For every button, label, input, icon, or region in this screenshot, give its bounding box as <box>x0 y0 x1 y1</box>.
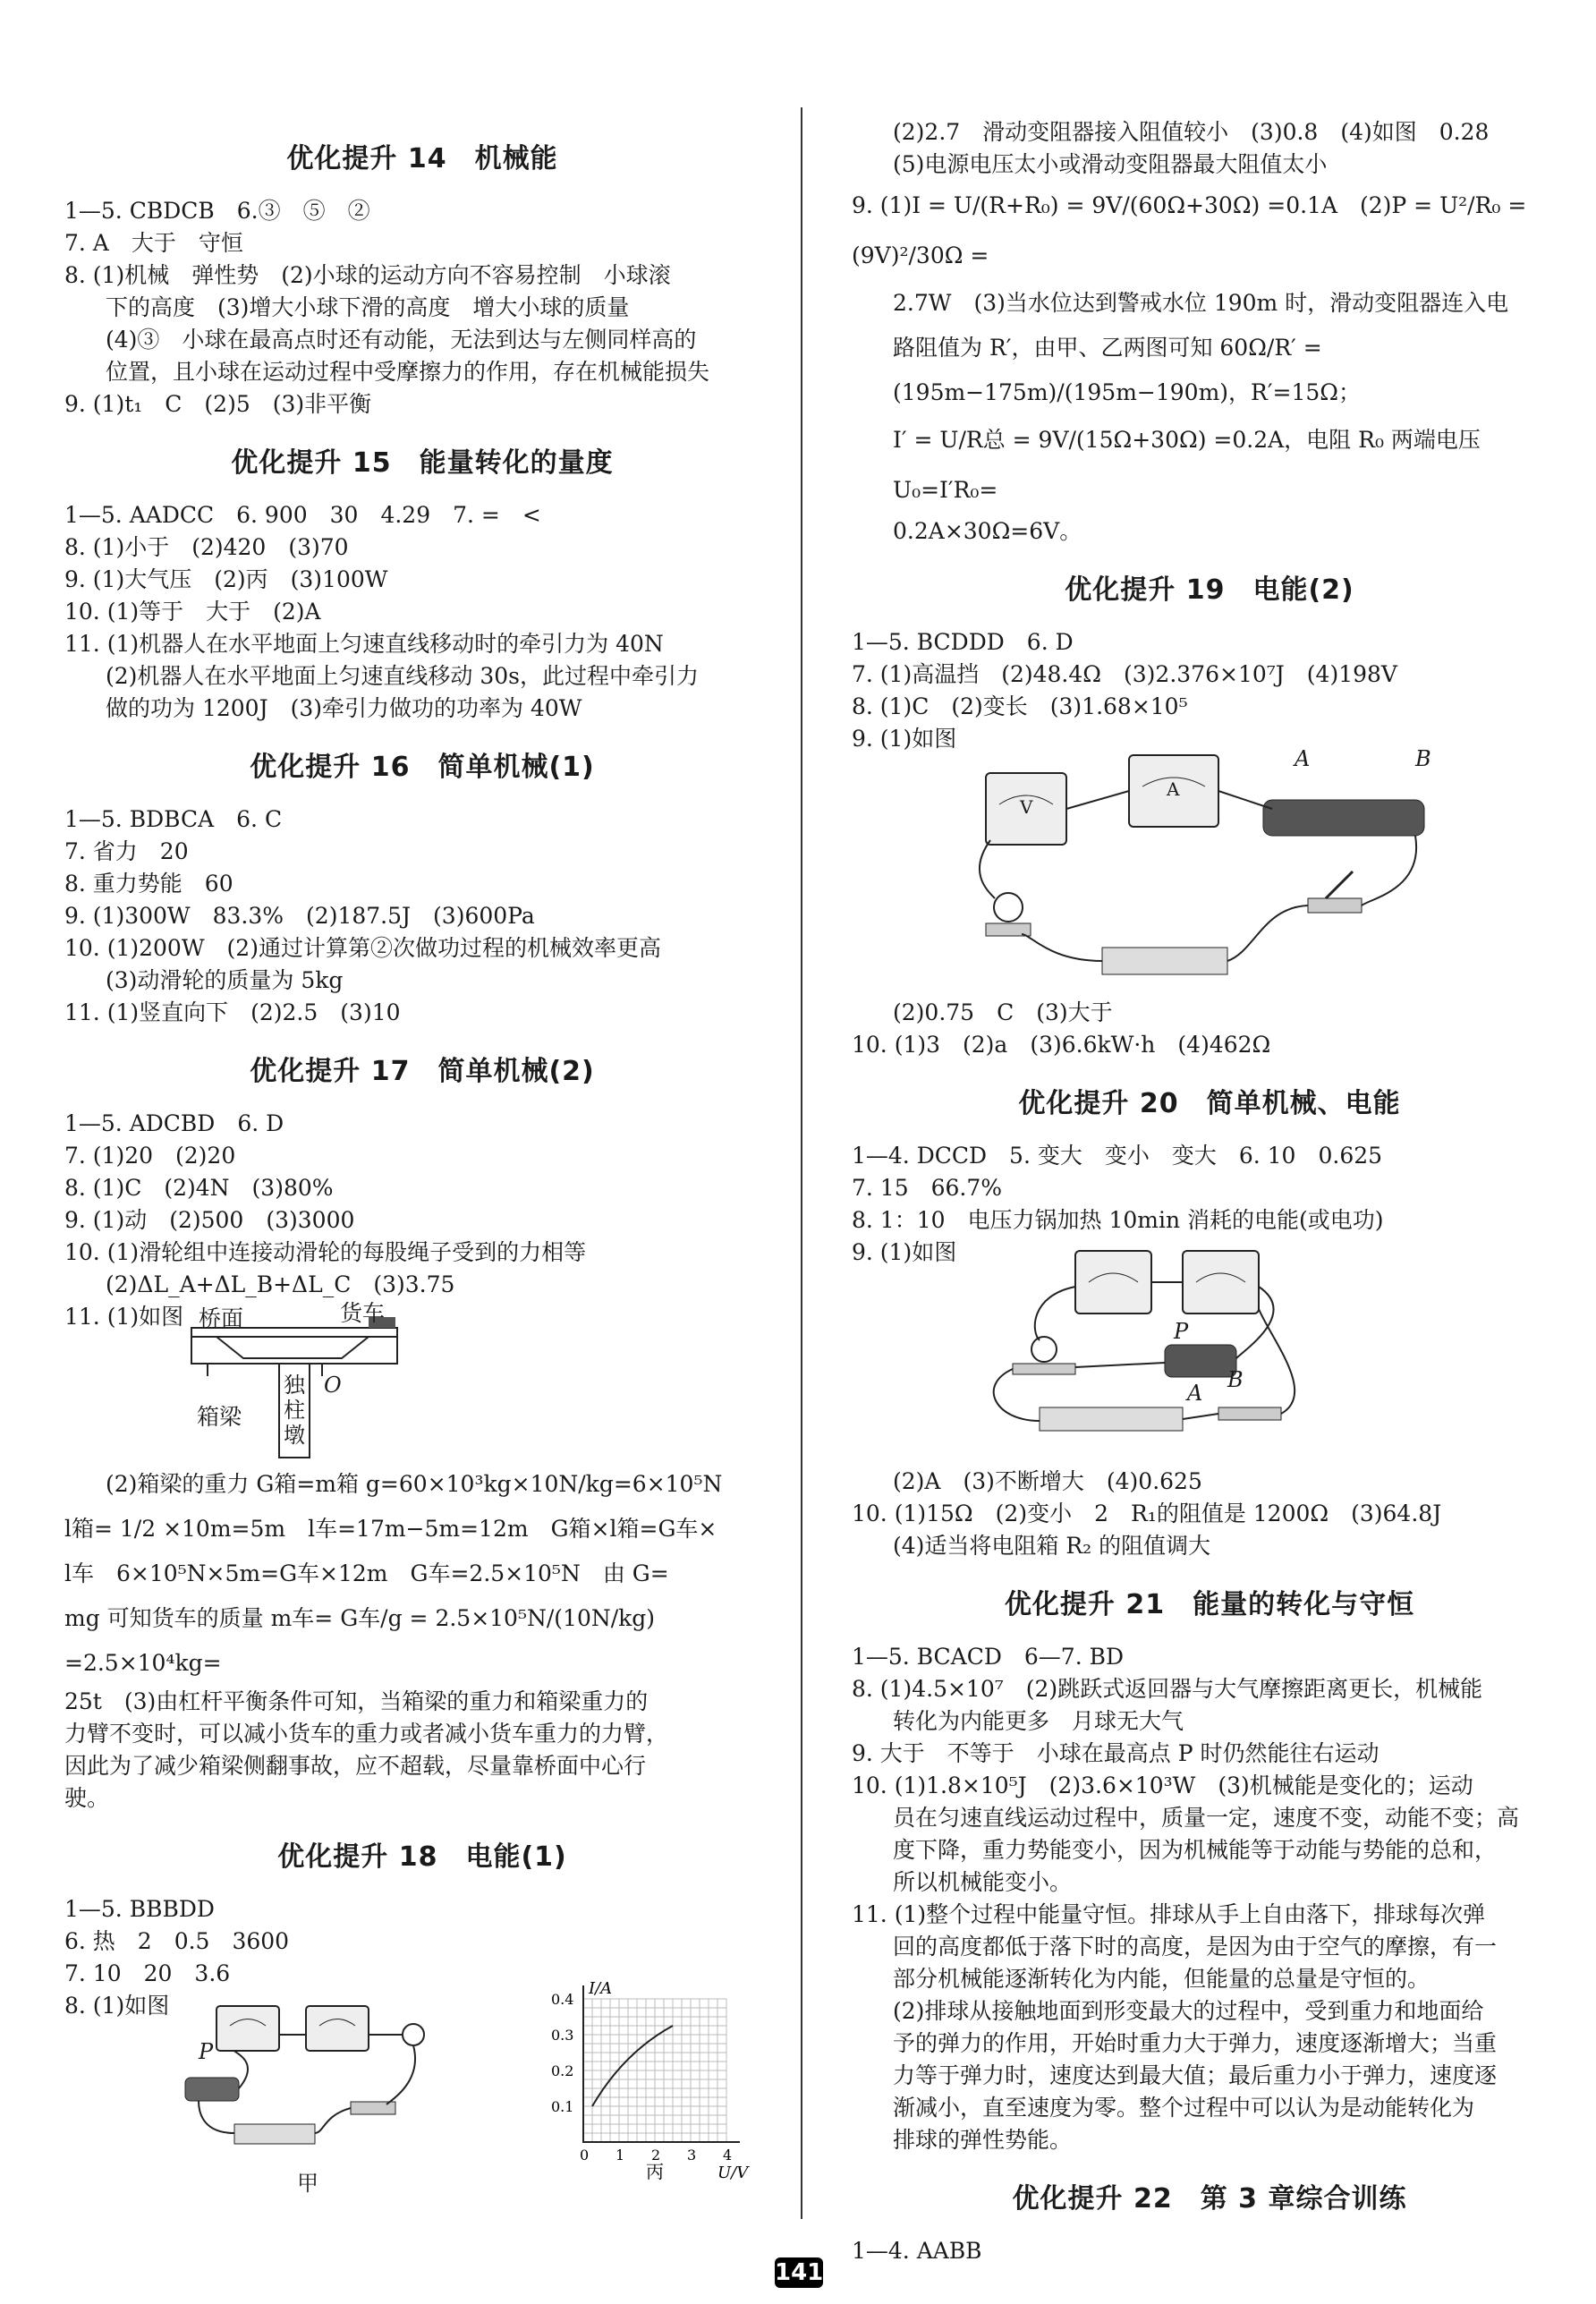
fig-label-a: A <box>1295 746 1311 771</box>
x-tick-label: 2 <box>651 2147 661 2164</box>
answer-line: 11. (1)机器人在水平地面上匀速直线移动时的牵引力为 40N <box>64 631 664 657</box>
answer-line: (2)2.7 滑动变阻器接入阻值较小 (3)0.8 (4)如图 0.28 <box>893 119 1490 145</box>
answer-line: 做的功为 1200J (3)牵引力做功的功率为 40W <box>106 695 582 721</box>
answer-line: 1—4. AABB <box>852 2238 982 2264</box>
y-tick-label: 0.4 <box>551 1991 574 2008</box>
answer-line: 11. (1)如图 <box>64 1304 184 1330</box>
answer-line: 7. 15 66.7% <box>852 1175 1003 1201</box>
answer-line: 8. (1)C (2)变长 (3)1.68×10⁵ <box>852 693 1188 719</box>
answer-line: 8. 重力势能 60 <box>64 871 233 897</box>
answer-line: 位置，且小球在运动过程中受摩擦力的作用，存在机械能损失 <box>106 359 710 385</box>
answer-line: (2)A (3)不断增大 (4)0.625 <box>893 1468 1202 1494</box>
circuit-figure-block-19 <box>852 746 1567 997</box>
answer-line: 10. (1)15Ω (2)变小 2 R₁的阻值是 1200Ω (3)64.8J <box>852 1501 1442 1526</box>
answer-line: 员在匀速直线运动过程中，质量一定，速度不变，动能不变；高 <box>893 1805 1520 1831</box>
answer-line: 9. (1)t₁ C (2)5 (3)非平衡 <box>64 391 372 417</box>
section-title-20: 优化提升 20 简单机械、电能 <box>1018 1088 1401 1119</box>
fig-label-b: B <box>1227 1367 1244 1392</box>
circuit-figure-block-18 <box>64 1979 780 2196</box>
answer-line: (2)0.75 C (3)大于 <box>893 999 1113 1025</box>
y-tick-label: 0.2 <box>551 2062 574 2079</box>
answer-line: 路阻值为 R′，由甲、乙两图可知 60Ω/R′ = (195m−175m)/(195m−190m)，R′=15Ω； <box>893 335 1362 405</box>
fig-label-o: O <box>324 1373 342 1398</box>
iu-curve <box>592 2026 673 2106</box>
grid <box>583 1999 726 2142</box>
section-title-17: 优化提升 17 简单机械(2) <box>250 1056 595 1087</box>
answer-line: 8. (1)如图 <box>64 1993 170 2019</box>
answer-line: 10. (1)3 (2)a (3)6.6kW·h (4)462Ω <box>852 1032 1271 1058</box>
answer-line: 8. (1)C (2)4N (3)80% <box>64 1175 334 1201</box>
x-tick-label: 3 <box>687 2147 697 2164</box>
column-divider <box>801 107 802 2219</box>
answer-line: (5)电源电压太小或滑动变阻器最大阻值太小 <box>893 151 1328 177</box>
answer-line: (2)箱梁的重力 G箱=m箱 g=60×10³kg×10N/kg=6×10⁵N <box>106 1471 723 1497</box>
answer-line: 7. A 大于 守恒 <box>64 230 243 256</box>
page-number: 141 <box>775 2259 824 2286</box>
fig-label-jia: 甲 <box>297 2171 318 2196</box>
answer-line: 11. (1)竖直向下 (2)2.5 (3)10 <box>64 999 401 1025</box>
answer-line: 1—5. BBBDD <box>64 1896 215 1922</box>
circuit-figure-block-20 <box>852 1269 1567 1466</box>
answer-line: 9. (1)300W 83.3% (2)187.5J (3)600Pa <box>64 903 535 929</box>
answer-line: 回的高度都低于落下时的高度，是因为由于空气的摩擦，有一 <box>893 1934 1498 1960</box>
fig-label-beam: 箱梁 <box>197 1404 242 1430</box>
answer-line: 度下降，重力势能变小，因为机械能等于动能与势能的总和， <box>893 1837 1498 1863</box>
answer-line: I′ = U/R总 = 9V/(15Ω+30Ω) =0.2A，电阻 R₀ 两端电压 U₀=I′R₀= <box>893 427 1488 503</box>
answer-line: l箱= 1/2 ×10m=5m l车=17m−5m=12m G箱×l箱=G车× <box>64 1516 717 1542</box>
fig-label-truck: 货车 <box>340 1300 386 1326</box>
fig-label-a: A <box>1187 1381 1203 1406</box>
answer-line: 转化为内能更多 月球无大气 <box>893 1708 1184 1734</box>
answer-line: 予的弹力的作用，开始时重力大于弹力，速度逐渐增大；当重 <box>893 2030 1498 2056</box>
answer-line: 1—5. AADCC 6. 900 30 4.29 7. = < <box>64 502 541 528</box>
answer-line: mg 可知货车的质量 m车= G车/g = 2.5×10⁵N/(10N/kg) =2.5×10⁴kg= <box>64 1605 663 1676</box>
section-title-14: 优化提升 14 机械能 <box>286 143 558 174</box>
fig-label-voltmeter: V <box>1020 796 1033 818</box>
answer-line: 排球的弹性势能。 <box>893 2127 1073 2153</box>
answer-line: (3)动滑轮的质量为 5kg <box>106 967 344 993</box>
answer-line: 7. (1)高温挡 (2)48.4Ω (3)2.376×10⁷J (4)198V <box>852 661 1397 687</box>
answer-line: 10. (1)滑轮组中连接动滑轮的每股绳子受到的力相等 <box>64 1239 587 1265</box>
circuit-diagram-19 <box>968 755 1469 988</box>
answer-line: 1—4. DCCD 5. 变大 变小 变大 6. 10 0.625 <box>852 1143 1383 1169</box>
answer-line: 9. (1)如图 <box>852 1239 957 1265</box>
answer-line: 驶。 <box>64 1785 110 1811</box>
answer-line: 7. 省力 20 <box>64 838 189 864</box>
answer-line: 9. (1)大气压 (2)丙 (3)100W <box>64 566 388 592</box>
answer-line: 10. (1)200W (2)通过计算第②次做功过程的机械效率更高 <box>64 935 661 961</box>
fig-label-bridge: 桥面 <box>199 1305 244 1331</box>
fig-label-ammeter: A <box>1167 778 1180 800</box>
x-tick-label: 1 <box>615 2147 625 2164</box>
answer-line: 1—5. BCACD 6—7. BD <box>852 1644 1125 1670</box>
section-title-22: 优化提升 22 第 3 章综合训练 <box>1012 2183 1407 2215</box>
answer-line: 2.7W (3)当水位达到警戒水位 190m 时，滑动变阻器连入电 <box>893 290 1509 316</box>
answer-line: 0.2A×30Ω=6V。 <box>893 518 1082 544</box>
y-tick-label: 0.1 <box>551 2098 574 2115</box>
answer-line: 25t (3)由杠杆平衡条件可知，当箱梁的重力和箱梁重力的 <box>64 1688 649 1714</box>
answer-line: 8. 1：10 电压力锅加热 10min 消耗的电能(或电功) <box>852 1207 1384 1233</box>
answer-line: 8. (1)机械 弹性势 (2)小球的运动方向不容易控制 小球滚 <box>64 262 671 288</box>
x-axis-label: U/V <box>717 2164 749 2182</box>
answer-line: 力等于弹力时，速度达到最大值；最后重力小于弹力，速度逐 <box>893 2062 1498 2088</box>
answer-line: 力臂不变时，可以减小货车的重力或者减小货车重力的力臂， <box>64 1721 669 1747</box>
answer-line: (4)适当将电阻箱 R₂ 的阻值调大 <box>893 1533 1211 1559</box>
answer-line: 1—5. BDBCA 6. C <box>64 806 283 832</box>
answer-line: 所以机械能变小。 <box>893 1869 1073 1895</box>
x-tick-label: 4 <box>723 2147 733 2164</box>
answer-line: 1—5. ADCBD 6. D <box>64 1110 284 1136</box>
answer-line: 9. 大于 不等于 小球在最高点 P 时仍然能往右运动 <box>852 1740 1380 1766</box>
answer-line: 8. (1)小于 (2)420 (3)70 <box>64 534 349 560</box>
bridge-figure-block <box>64 1301 780 1462</box>
answer-line: 9. (1)如图 <box>852 726 957 752</box>
iu-graph-bing <box>548 1979 749 2182</box>
answer-line: 10. (1)等于 大于 (2)A <box>64 599 321 625</box>
answer-line: 部分机械能逐渐转化为内能，但能量的总量是守恒的。 <box>893 1966 1430 1992</box>
left-column <box>64 116 780 2196</box>
answer-line: 8. (1)4.5×10⁷ (2)跳跃式返回器与大气摩擦距离更长，机械能 <box>852 1676 1483 1702</box>
answer-line: 9. (1)I = U/(R+R₀) = 9V/(60Ω+30Ω) =0.1A (2)P = U²/R₀ = (9V)²/30Ω = <box>852 192 1534 268</box>
section-title-19: 优化提升 19 电能(2) <box>1065 574 1354 606</box>
right-column <box>852 116 1567 2267</box>
answer-line: l车 6×10⁵N×5m=G车×12m G车=2.5×10⁵N 由 G= <box>64 1560 669 1586</box>
section-title-15: 优化提升 15 能量转化的量度 <box>231 447 614 479</box>
fig-label-pier: 独柱墩 <box>284 1373 305 1448</box>
answer-line: 11. (1)整个过程中能量守恒。排球从手上自由落下，排球每次弹 <box>852 1901 1486 1927</box>
axes <box>583 1985 740 2142</box>
y-tick-label: 0.3 <box>551 2027 574 2044</box>
answer-line: 6. 热 2 0.5 3600 <box>64 1928 290 1954</box>
answer-line: 7. (1)20 (2)20 <box>64 1143 236 1169</box>
answer-line: 渐减小，直至速度为零。整个过程中可以认为是动能转化为 <box>893 2095 1475 2121</box>
answer-line: 下的高度 (3)增大小球下滑的高度 增大小球的质量 <box>106 294 630 320</box>
answer-line: 因此为了减少箱梁侧翻事故，应不超载，尽量靠桥面中心行 <box>64 1753 647 1779</box>
answer-line: 7. 10 20 3.6 <box>64 1960 231 1986</box>
fig-label-p: P <box>199 2039 214 2064</box>
answer-line: 1—5. CBDCB 6.③ ⑤ ② <box>64 198 370 224</box>
answer-line: 1—5. BCDDD 6. D <box>852 629 1074 655</box>
answer-line: (2)机器人在水平地面上匀速直线移动 30s，此过程中牵引力 <box>106 663 700 689</box>
y-axis-label: I/A <box>589 1979 613 1998</box>
section-title-16: 优化提升 16 简单机械(1) <box>250 752 595 783</box>
answer-line: 10. (1)1.8×10⁵J (2)3.6×10³W (3)机械能是变化的；运动 <box>852 1773 1473 1798</box>
fig-label-b: B <box>1415 746 1431 771</box>
answer-line: (2)排球从接触地面到形变最大的过程中，受到重力和地面给 <box>893 1998 1484 2024</box>
x-tick-label: 0 <box>580 2147 590 2164</box>
fig-label-bing: 丙 <box>646 2161 664 2182</box>
section-title-18: 优化提升 18 电能(1) <box>277 1841 567 1873</box>
circuit-diagram-jia <box>181 1999 485 2178</box>
answer-line: (2)ΔL_A+ΔL_B+ΔL_C (3)3.75 <box>106 1271 455 1297</box>
answer-line: (4)③ 小球在最高点时还有动能，无法到达与左侧同样高的 <box>106 327 697 353</box>
fig-label-p: P <box>1174 1319 1189 1344</box>
answer-line: 9. (1)动 (2)500 (3)3000 <box>64 1207 355 1233</box>
section-title-21: 优化提升 21 能量的转化与守恒 <box>1004 1589 1415 1620</box>
